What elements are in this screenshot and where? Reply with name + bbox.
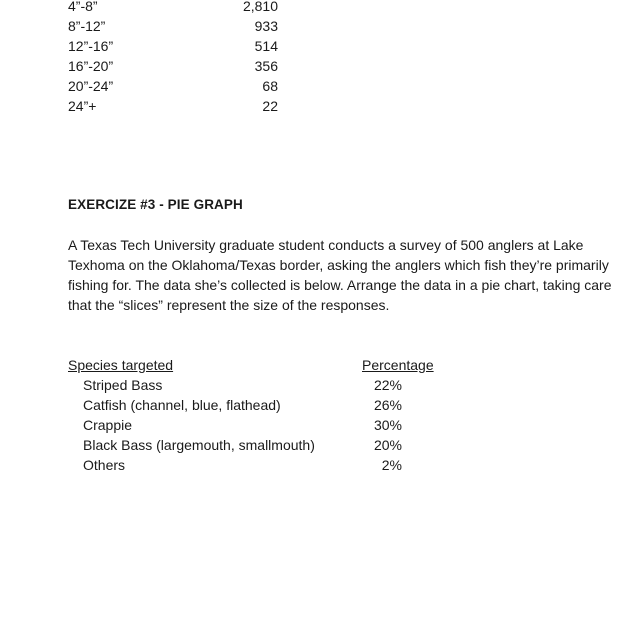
species-name: Crappie [83, 417, 133, 433]
length-range: 4”-8” [68, 0, 98, 14]
table-row [68, 435, 488, 455]
table-row [68, 395, 488, 415]
table-row [68, 455, 488, 475]
species-percentage: 20% [373, 437, 402, 453]
species-percentage: 2% [381, 457, 402, 473]
species-percentage: 30% [373, 417, 402, 433]
table-row [68, 36, 308, 56]
length-range: 24”+ [68, 98, 97, 114]
species-column-header: Species targeted [68, 357, 174, 373]
length-range: 16”-20” [68, 58, 114, 74]
table-row [68, 56, 308, 76]
table-row [68, 96, 308, 116]
species-percentage: 22% [373, 377, 402, 393]
exercise-heading: EXERCIZE #3 - PIE GRAPH [68, 197, 243, 212]
fish-count: 68 [262, 78, 278, 94]
length-range: 12”-16” [68, 38, 114, 54]
species-name: Black Bass (largemouth, smallmouth) [83, 437, 315, 453]
table-row [68, 415, 488, 435]
table-header [68, 355, 488, 375]
length-range: 8”-12” [68, 18, 106, 34]
species-name: Catfish (channel, blue, flathead) [83, 397, 281, 413]
fish-count: 22 [262, 98, 278, 114]
length-count-table [68, 0, 308, 116]
species-percentage: 26% [373, 397, 402, 413]
table-row [68, 375, 488, 395]
percentage-column-header: Percentage [362, 357, 434, 373]
fish-count: 356 [254, 58, 278, 74]
species-name: Striped Bass [83, 377, 163, 393]
table-row [68, 16, 308, 36]
species-percentage-table [68, 355, 488, 475]
fish-count: 514 [254, 38, 278, 54]
fish-count: 2,810 [242, 0, 278, 14]
length-range: 20”-24” [68, 78, 114, 94]
table-row [68, 0, 308, 16]
fish-count: 933 [254, 18, 278, 34]
species-name: Others [83, 457, 126, 473]
table-row [68, 76, 308, 96]
exercise-description: A Texas Tech University graduate student conducts a survey of 500 anglers at Lake Texhoma on the Oklahoma/Texas border, asking the anglers which fish they’re primarily fishing for. The data she’s collected is below. Arrange the data in a pie chart, taking care that the “slices” represent the size of the responses. [68, 237, 612, 313]
